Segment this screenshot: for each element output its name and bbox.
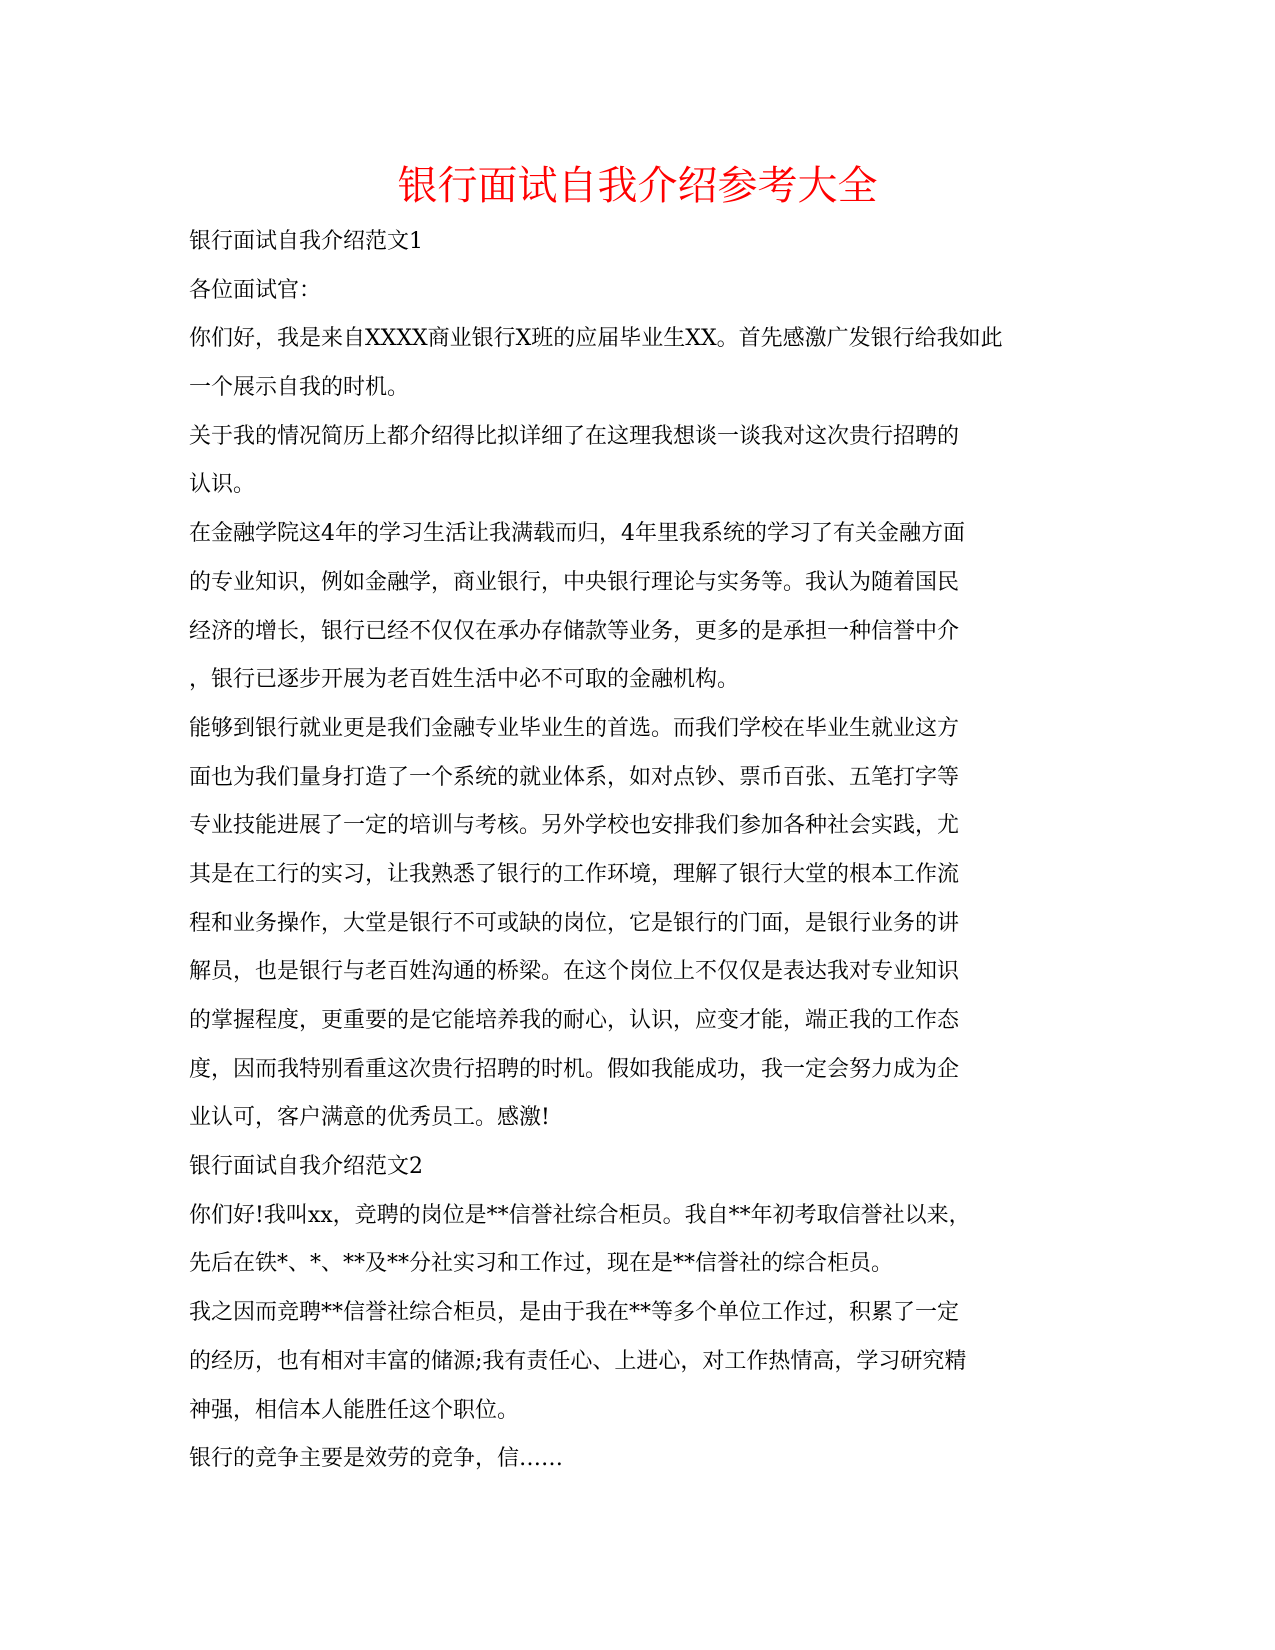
text-line: 先后在铁*、*、**及**分社实习和工作过，现在是**信誉社的综合柜员。	[189, 1251, 894, 1277]
text-line: 其是在工行的实习，让我熟悉了银行的工作环境，理解了银行大堂的根本工作流	[189, 861, 960, 887]
text-line: 银行面试自我介绍范文2	[189, 1154, 423, 1180]
text-line: 各位面试官：	[189, 277, 322, 303]
text-line: 关于我的情况简历上都介绍得比拟详细了在这理我想谈一谈我对这次贵行招聘的	[189, 423, 960, 449]
text-line: 你们好!我叫xx，竞聘的岗位是**信誉社综合柜员。我自**年初考取信誉社以来，	[189, 1202, 971, 1228]
text-line: 专业技能进展了一定的培训与考核。另外学校也安排我们参加各种社会实践，尤	[189, 813, 960, 839]
text-line: 解员，也是银行与老百姓沟通的桥梁。在这个岗位上不仅仅是表达我对专业知识	[189, 959, 960, 985]
text-line: 我之因而竞聘**信誉社综合柜员，是由于我在**等多个单位工作过，积累了一定	[189, 1300, 960, 1326]
document-title: 银行面试自我介绍参考大全	[397, 163, 878, 209]
text-line: 经济的增长，银行已经不仅仅在承办存储款等业务，更多的是承担一种信誉中介	[189, 618, 960, 644]
text-line: 程和业务操作，大堂是银行不可或缺的岗位，它是银行的门面，是银行业务的讲	[189, 910, 960, 936]
text-line: 认识。	[189, 472, 256, 498]
text-line: 神强，相信本人能胜任这个职位。	[189, 1397, 520, 1423]
text-line: 的专业知识，例如金融学，商业银行，中央银行理论与实务等。我认为随着国民	[189, 569, 960, 595]
text-line: 的经历，也有相对丰富的储源;我有责任心、上进心，对工作热情高，学习研究精	[189, 1348, 967, 1374]
text-line: 你们好，我是来自XXXX商业银行X班的应届毕业生XX。首先感激广发银行给我如此	[189, 326, 1003, 352]
text-line: 银行面试自我介绍范文1	[189, 229, 423, 254]
text-line: 一个展示自我的时机。	[189, 375, 410, 401]
text-line: 银行的竞争主要是效劳的竞争，信……	[189, 1446, 564, 1472]
text-line: 的掌握程度，更重要的是它能培养我的耐心，认识，应变才能，端正我的工作态	[189, 1008, 960, 1033]
text-line: 能够到银行就业更是我们金融专业毕业生的首选。而我们学校在毕业生就业这方	[189, 715, 960, 741]
text-line: 度，因而我特别看重这次贵行招聘的时机。假如我能成功，我一定会努力成为企	[189, 1056, 960, 1082]
text-line: 业认可，客户满意的优秀员工。感激!	[189, 1105, 550, 1131]
document-body	[189, 218, 1089, 1484]
text-line: ，银行已逐步开展为老百姓生活中必不可取的金融机构。	[189, 667, 740, 693]
text-line: 面也为我们量身打造了一个系统的就业体系，如对点钞、票币百张、五笔打字等	[189, 764, 960, 790]
text-line: 在金融学院这4年的学习生活让我满载而归，4年里我系统的学习了有关金融方面	[189, 521, 965, 547]
